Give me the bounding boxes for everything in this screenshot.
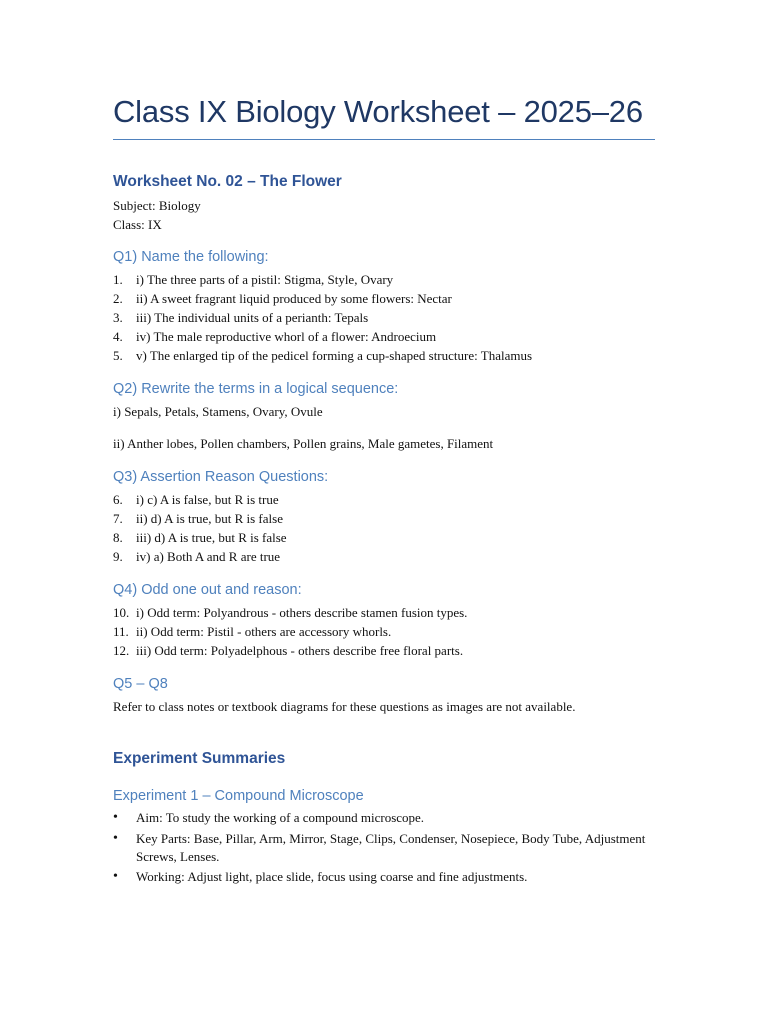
list-number: 12. [113, 643, 130, 658]
list-text: iv) a) Both A and R are true [136, 549, 281, 564]
list-text: v) The enlarged tip of the pedicel forming a cup-shaped structure: Thalamus [136, 348, 533, 363]
list-number: 1. [113, 272, 123, 287]
subject-line: Subject: Biology [113, 198, 201, 213]
bullet-symbol: • [113, 869, 118, 884]
list-text: i) The three parts of a pistil: Stigma, Style, Ovary [136, 272, 394, 287]
list-number: 4. [113, 329, 123, 344]
bullet-symbol: • [113, 810, 118, 825]
list-number: 9. [113, 549, 123, 564]
list-number: 11. [113, 624, 129, 639]
bullet-symbol: • [113, 831, 118, 846]
list-text: ii) d) A is true, but R is false [136, 511, 283, 526]
list-text: i) c) A is false, but R is true [136, 492, 279, 507]
q1-heading: Q1) Name the following: [113, 249, 269, 265]
list-number: 3. [113, 310, 123, 325]
title-underline [113, 139, 655, 140]
list-text: iii) The individual units of a perianth: Tepals [136, 310, 369, 325]
list-text: iii) d) A is true, but R is false [136, 530, 287, 545]
bullet-text: Working: Adjust light, place slide, focus using coarse and fine adjustments. [136, 869, 528, 884]
list-number: 10. [113, 605, 130, 620]
list-number: 5. [113, 348, 123, 363]
list-text: i) Odd term: Polyandrous - others describe stamen fusion types. [136, 605, 468, 620]
list-text: iii) Odd term: Polyadelphous - others describe free floral parts. [136, 643, 464, 658]
list-text: ii) Odd term: Pistil - others are accessory whorls. [136, 624, 392, 639]
worksheet-heading: Worksheet No. 02 – The Flower [113, 173, 342, 190]
list-number: 6. [113, 492, 123, 507]
q2-sequence-1: i) Sepals, Petals, Stamens, Ovary, Ovule [113, 404, 323, 419]
experiment-1-heading: Experiment 1 – Compound Microscope [113, 788, 364, 804]
q2-sequence-2: ii) Anther lobes, Pollen chambers, Pollen grains, Male gametes, Filament [113, 436, 494, 451]
list-number: 2. [113, 291, 123, 306]
list-text: ii) A sweet fragrant liquid produced by some flowers: Nectar [136, 291, 452, 306]
document-title: Class IX Biology Worksheet – 2025–26 [113, 94, 643, 129]
q4-heading: Q4) Odd one out and reason: [113, 582, 302, 598]
class-line: Class: IX [113, 217, 162, 232]
list-number: 8. [113, 530, 123, 545]
q5-q8-heading: Q5 – Q8 [113, 676, 168, 692]
q5-q8-note: Refer to class notes or textbook diagrams for these questions as images are not available. [113, 699, 576, 714]
bullet-text: Aim: To study the working of a compound microscope. [136, 810, 425, 825]
q2-heading: Q2) Rewrite the terms in a logical sequence: [113, 381, 399, 397]
list-text: iv) The male reproductive whorl of a flower: Androecium [136, 329, 437, 344]
q3-heading: Q3) Assertion Reason Questions: [113, 469, 329, 485]
list-number: 7. [113, 511, 123, 526]
bullet-text: Key Parts: Base, Pillar, Arm, Mirror, Stage, Clips, Condenser, Nosepiece, Body Tube, Adjustment Screws, Lenses. [136, 831, 646, 864]
experiments-heading: Experiment Summaries [113, 750, 286, 767]
